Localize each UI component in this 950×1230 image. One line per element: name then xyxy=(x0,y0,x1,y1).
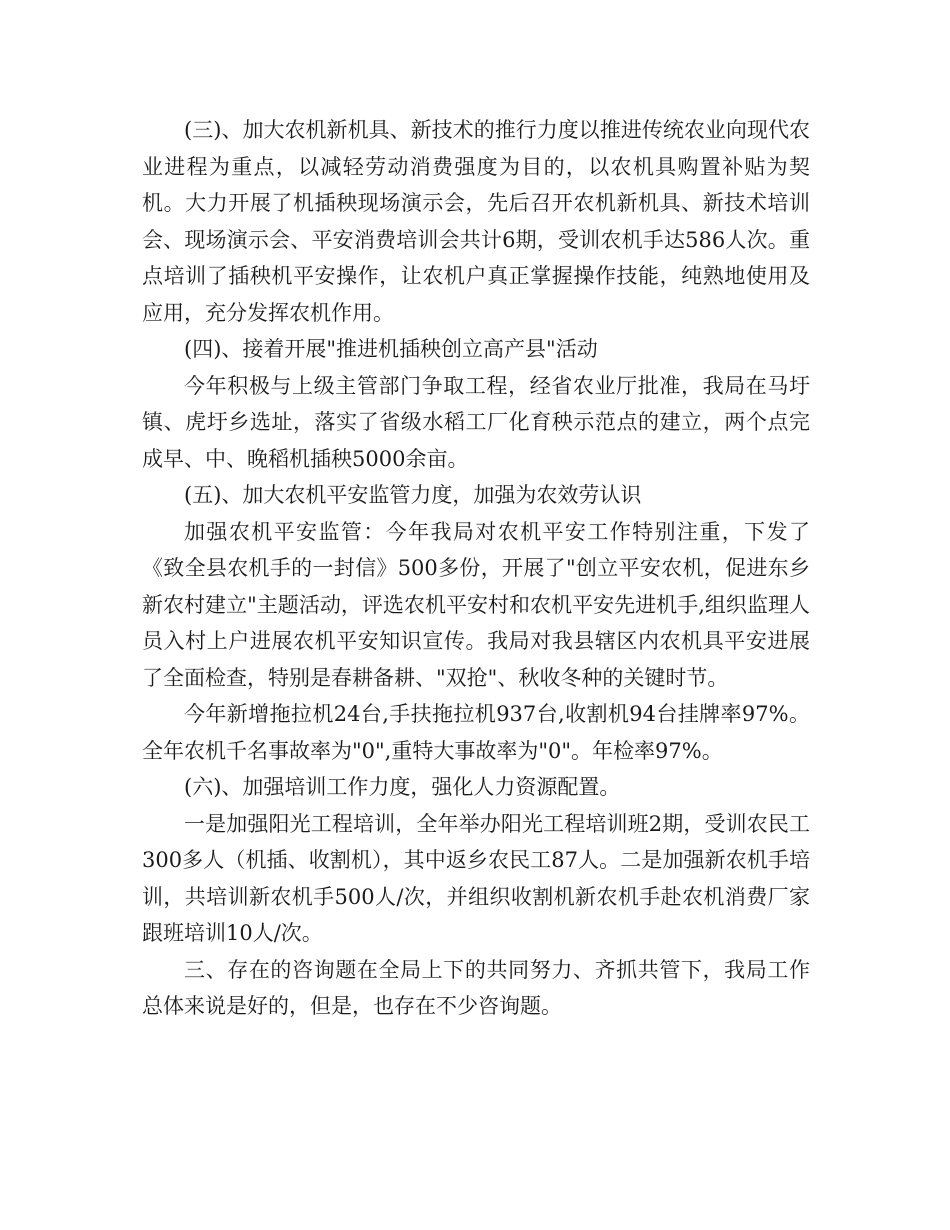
paragraph-section-3: (三)、加大农机新机具、新技术的推行力度以推进传统农业向现代农业进程为重点，以减轻劳动消费强度为目的，以农机具购置补贴为契机。大力开展了机插秧现场演示会，先后召开农机新机具、新技术培训会、现场演示会、平安消费培训会共计6期，受训农机手达586人次。重点培训了插秧机平安操作，让农机户真正掌握操作技能，纯熟地使用及应用，充分发挥农机作用。 xyxy=(142,118,810,325)
heading-section-6: (六)、加强培训工作力度，强化人力资源配置。 xyxy=(184,775,621,799)
paragraph-machinery-stats: 今年新增拖拉机24台,手扶拖拉机937台,收割机94台挂牌率97%。全年农机千名事故率为"0",重特大事故率为"0"。年检率97%。 xyxy=(142,702,810,763)
paragraph-safety-supervision: 加强农机平安监管：今年我局对农机平安工作特别注重，下发了《致全县农机手的一封信》500多份，开展了"创立平安农机，促进东乡新农村建立"主题活动，评选农机平安村和农机平安先进机手,组织监理人员入村上户进展农机平安知识宣传。我局对我县辖区内农机具平安进展了全面检查，特别是春耕备耕、"双抢"、秋收冬种的关键时节。 xyxy=(142,519,810,690)
paragraph-training: 一是加强阳光工程培训，全年举办阳光工程培训班2期，受训农民工300多人（机插、收割机），其中返乡农民工87人。二是加强新农机手培训，共培训新农机手500人/次，并组织收割机新农机手赴农机消费厂家跟班培训10人/次。 xyxy=(142,811,810,945)
heading-section-4: (四)、接着开展"推进机插秧创立高产县"活动 xyxy=(184,337,598,361)
heading-section-5: (五)、加大农机平安监管力度，加强为农效劳认识 xyxy=(184,483,642,507)
paragraph-problems: 三、存在的咨询题在全局上下的共同努力、齐抓共管下，我局工作总体来说是好的，但是，也存在不少咨询题。 xyxy=(142,957,810,1018)
paragraph-section-4: 今年积极与上级主管部门争取工程，经省农业厅批准，我局在马圩镇、虎圩乡选址，落实了省级水稻工厂化育秧示范点的建立，两个点完成早、中、晚稻机插秧5000余亩。 xyxy=(142,373,810,471)
document-page xyxy=(142,112,810,1025)
